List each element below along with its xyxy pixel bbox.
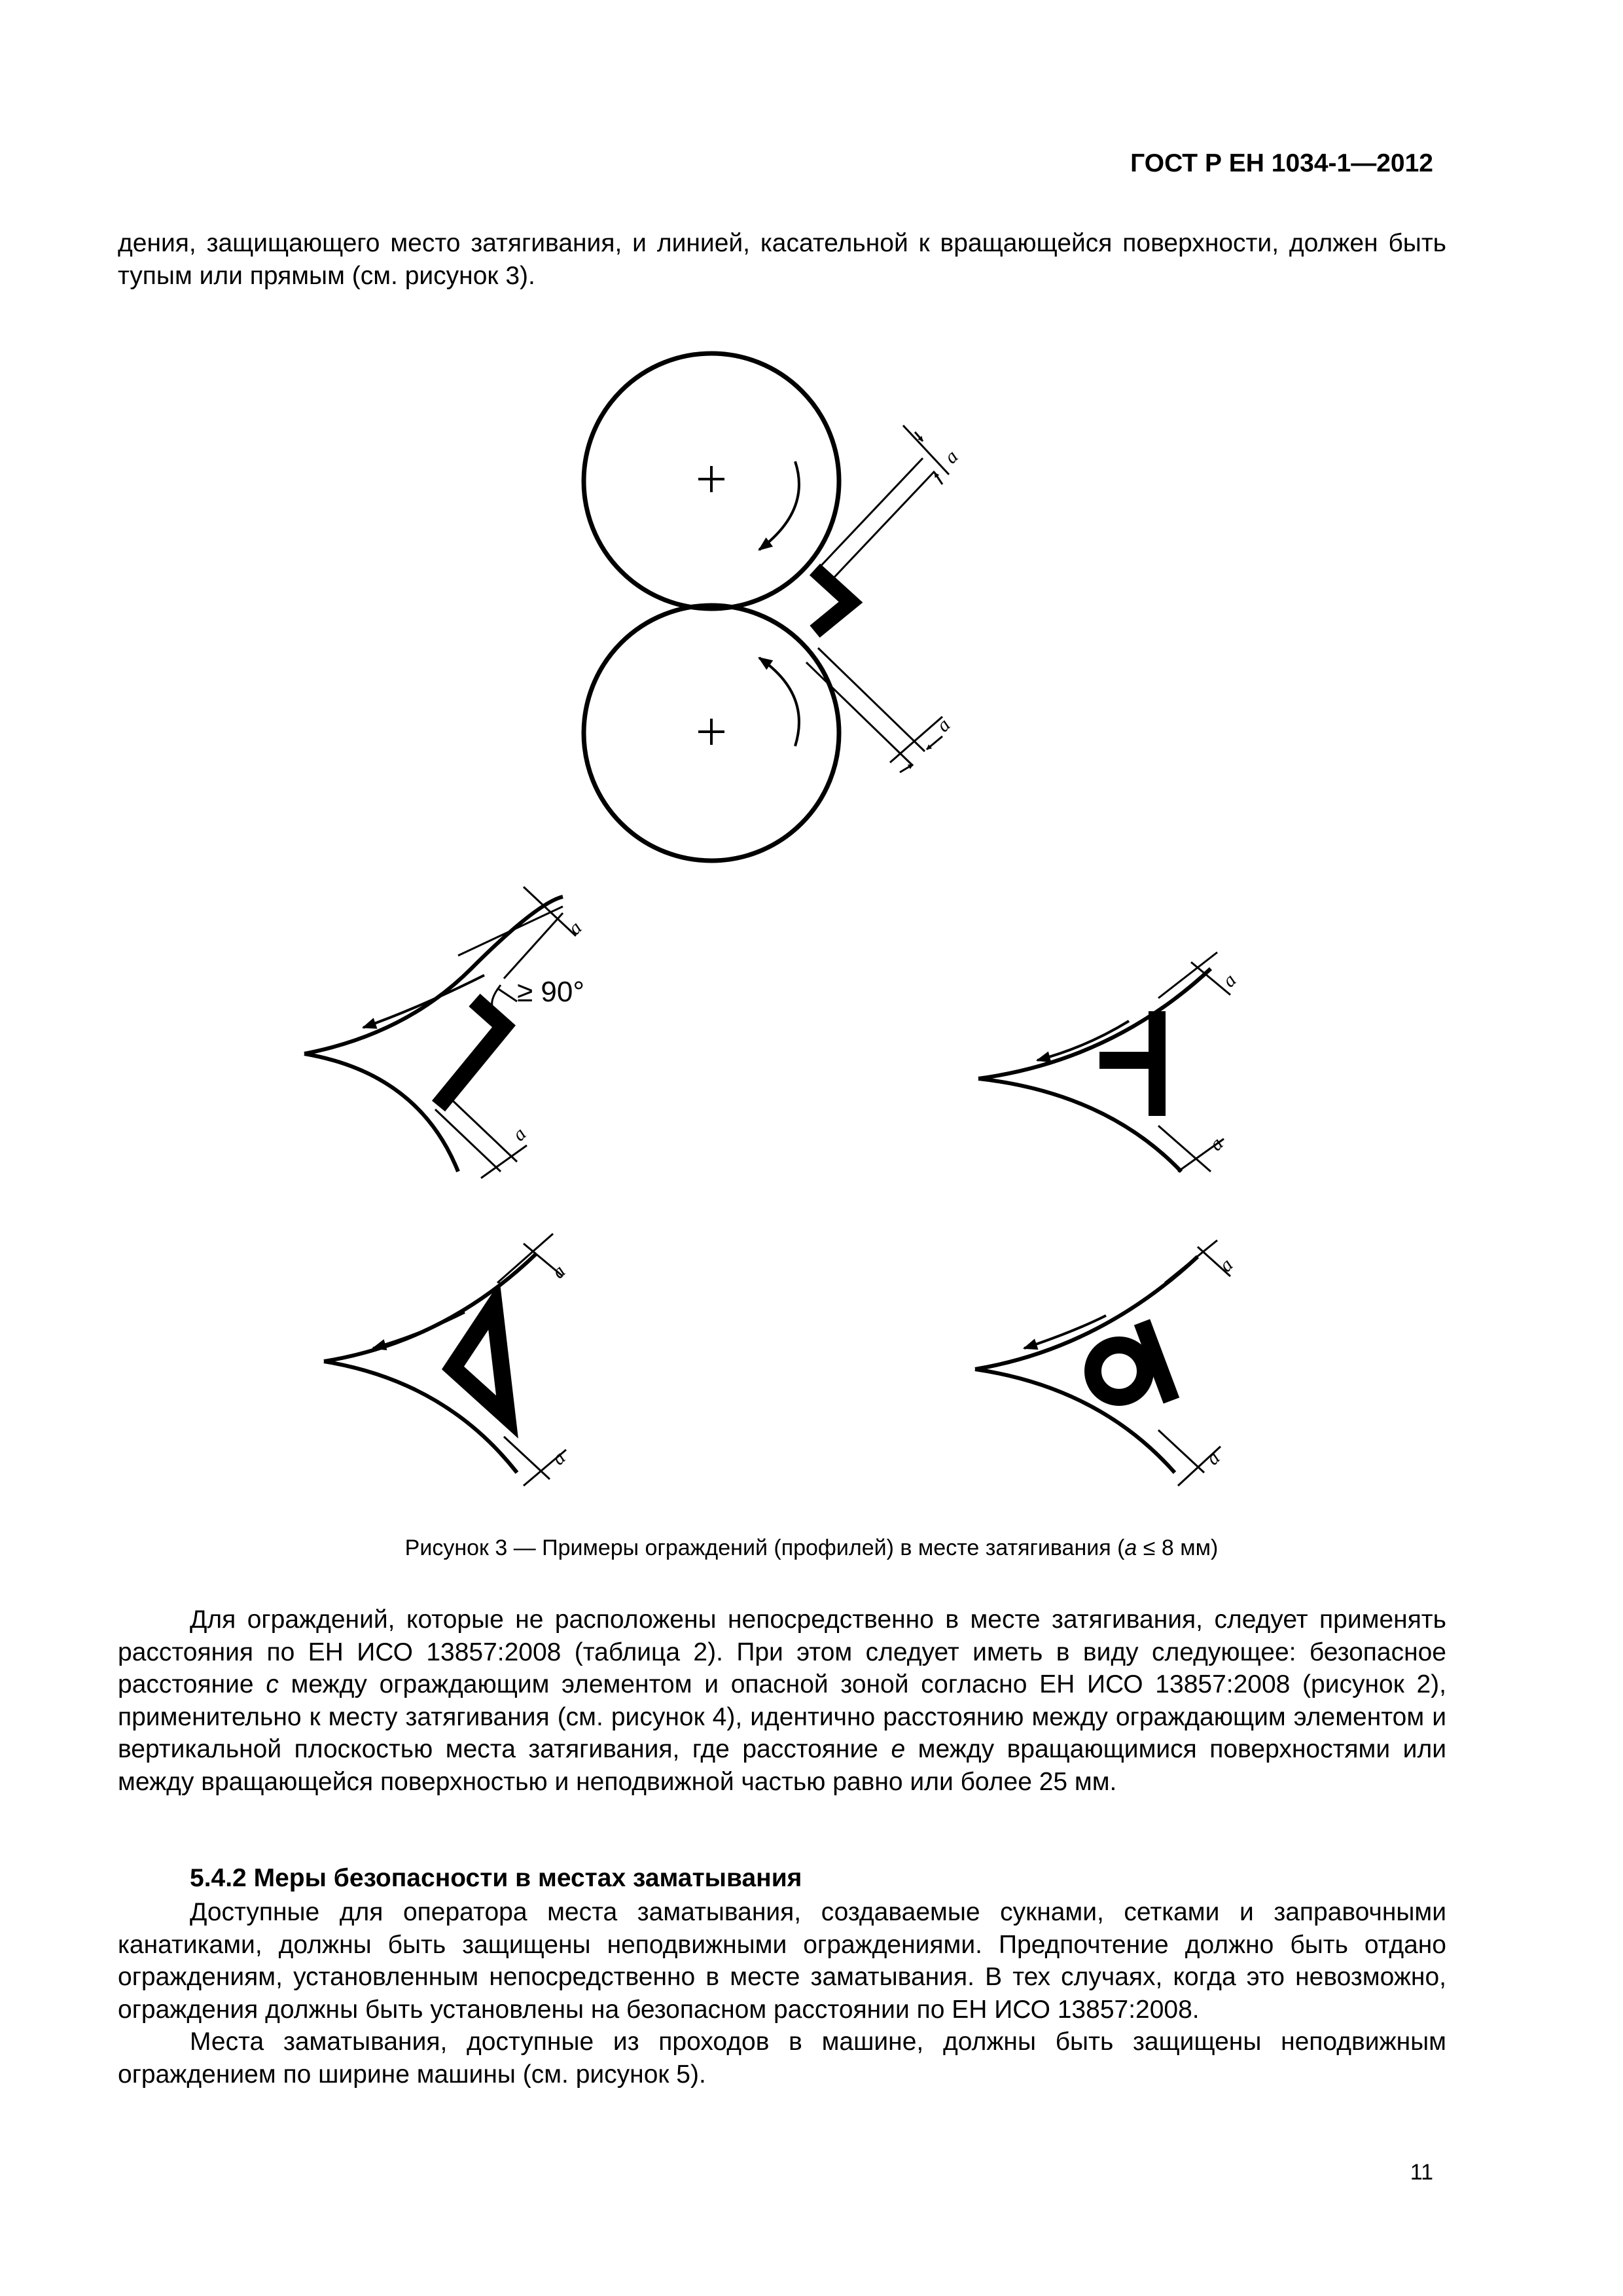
lower-rotation-arrow <box>759 658 799 746</box>
dim-label-a-3: a <box>563 917 586 939</box>
guard-profile-2 <box>438 1000 504 1106</box>
intro-paragraph: дения, защищающего место затягивания, и линией, касательной к вращающейся поверхности, должен быть тупым или прямым (см. рисунок 3). <box>118 229 1446 290</box>
dim-label-a-6: a <box>1205 1133 1228 1155</box>
nip-surface-lower-3 <box>324 1361 517 1473</box>
paragraph-distances: Для ограждений, которые не расположены непосредственно в месте затягивания, следует применять расстояния по ЕН ИСО 13857:2008 (таблица 2). При этом следует иметь в виду следующее: безопасное расстояние c между ограждающим элементом и опасной зоной согласно ЕН ИСО 13857:2008 (рисунок 2), применительно к месту затягивания (см. рисунок 4), идентично расстоянию между ограждающим элементом и вертикальной плоскостью места затягивания, где расстояние e между вращающимися поверхностями или между вращающейся поверхностью и неподвижной частью равно или более 25 мм. <box>118 1605 1446 1796</box>
example-t-profile <box>978 952 1230 1172</box>
document-code: ГОСТ Р ЕН 1034-1—2012 <box>1130 149 1433 177</box>
upper-rotation-arrow <box>759 461 799 550</box>
angle-label: ≥ 90° <box>517 976 584 1008</box>
paragraph-winding-points: Доступные для оператора места заматывания, создаваемые сукнами, сетками и заправочными канатиками, должны быть защищены неподвижными ограждениями. Предпочтение должно быть отдано ограждениям, установленным непосредственно в месте заматывания. В тех случаях, когда это невозможно, ограждения должны быть установлены на безопасном расстоянии по ЕН ИСО 13857:2008. <box>118 1898 1446 2024</box>
guard-profile-5 <box>1093 1345 1145 1397</box>
nip-surface-upper <box>304 897 563 1054</box>
example-round-profile <box>975 1240 1230 1486</box>
page-number: 11 <box>1410 2160 1433 2185</box>
example-triangle-profile <box>324 1234 566 1486</box>
rotation-arrow-3 <box>373 1312 465 1348</box>
dim-label-a-1: a <box>940 446 963 468</box>
dim-label-a-7: a <box>547 1261 570 1283</box>
rotation-arrow-1 <box>363 975 484 1028</box>
dim-label-a-4: a <box>508 1123 531 1145</box>
nip-surface-upper-4 <box>975 1257 1198 1369</box>
dim-label-a-5: a <box>1218 969 1241 992</box>
dim-label-a-8: a <box>547 1447 570 1469</box>
rollers-diagram <box>584 353 949 861</box>
example-angle-90 <box>304 887 576 1178</box>
dim-label-a-2: a <box>932 714 955 736</box>
guard-profile-1 <box>815 569 851 632</box>
dim-label-a-9: a <box>1215 1254 1238 1276</box>
figure-caption: Рисунок 3 — Примеры ограждений (профилей) в месте затягивания (a ≤ 8 мм) <box>404 1535 1219 1560</box>
section-heading: 5.4.2 Меры безопасности в местах заматывания <box>190 1864 802 1892</box>
dim-label-a-10: a <box>1202 1447 1224 1469</box>
guard-profile-4 <box>453 1306 507 1417</box>
paragraph-walkways: Места заматывания, доступные из проходов в машине, должны быть защищены неподвижным ограждением по ширине машины (см. рисунок 5). <box>118 2028 1446 2089</box>
nip-surface-lower <box>304 1054 458 1172</box>
